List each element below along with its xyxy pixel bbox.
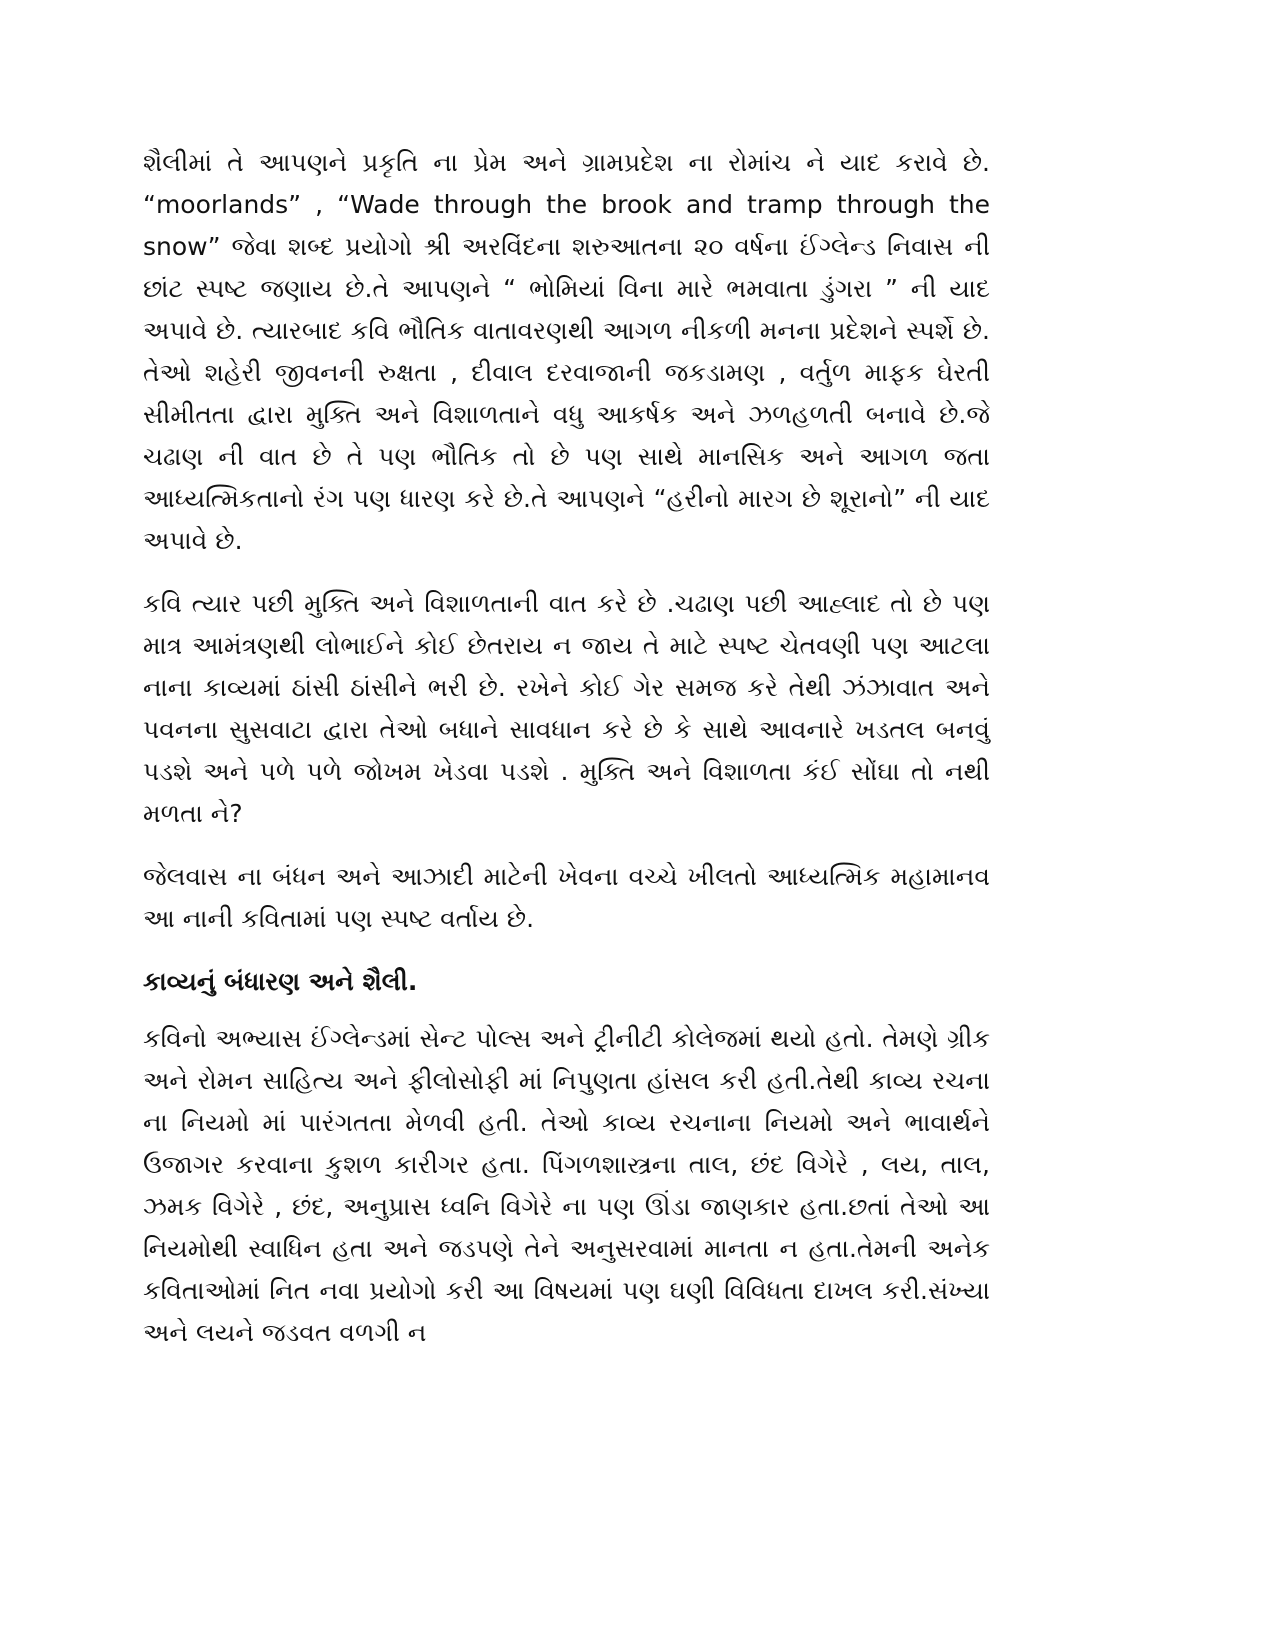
paragraph-freedom-warning: કવિ ત્યાર પછી મુક્તિ અને વિશાળતાની વાત કરે છે .ચઢાણ પછી આહ્લાદ તો છે પણ માત્ર આમંત્રણથી લોભાઈને કોઈ છેતરાય ન જાય તે માટે સ્પષ્ટ ચેતવણી પણ આટલા નાના કાવ્યમાં ઠાંસી ઠાંસીને ભરી છે. રખેને કોઈ ગેર સમજ કરે તેથી ઝંઝાવાત અને પવનના સુસવાટા દ્વારા તેઓ બધાને સાવધાન કરે છે કે સાથે આવનારે ખડતલ બનવું પડશે અને પળે પળે જોખમ ખેડવા પડશે . મુક્તિ અને વિશાળતા કંઈ સોંઘા તો નથી મળતા ને? (143, 589, 990, 828)
section-heading: કાવ્યનું બંધારણ અને શૈલી. (143, 967, 418, 996)
paragraph-spiritual-superman: જેલવાસ ના બંધન અને આઝાદી માટેની ખેવના વચ્ચે ખીલતો આધ્યત્મિક મહામાનવ આ નાની કવિતામાં પણ સ્પષ્ટ વર્તાય છે. (143, 862, 990, 933)
paragraph-style-nature: શૈલીમાં તે આપણને પ્રકૃતિ ના પ્રેમ અને ગ્રામપ્રદેશ ના રોમાંચ ને યાદ કરાવે છે. “moorlands” , “Wade through the brook and tramp through the snow” જેવા શબ્દ પ્રયોગો શ્રી અરવિંદના શરુઆતના ૨૦ વર્ષના ઈંગ્લેન્ડ નિવાસ ની છાંટ સ્પષ્ટ જણાય છે.તે આપણને “ ભોમિયાં વિના મારે ભમવાતા ડુંગરા ” ની યાદ અપાવે છે. ત્યારબાદ કવિ ભૌતિક વાતાવરણથી આગળ નીકળી મનના પ્રદેશને સ્પર્શે છે. તેઓ શહેરી જીવનની રુક્ષતા , દીવાલ દરવાજાની જકડામણ , વર્તુળ માફક ઘેરતી સીમીતતા દ્વારા મુક્તિ અને વિશાળતાને વધુ આકર્ષક અને ઝળહળતી બનાવે છે.જે ચઢાણ ની વાત છે તે પણ ભૌતિક તો છે પણ સાથે માનસિક અને આગળ જતા આધ્યત્મિકતાનો રંગ પણ ધારણ કરે છે.તે આપણને “હરીનો મારગ છે શૂરાનો” ની યાદ અપાવે છે. (143, 148, 990, 555)
document-page (143, 142, 990, 1375)
paragraph-poet-education: કવિનો અભ્યાસ ઈંગ્લેન્ડમાં સેન્ટ પોલ્સ અને ટ્રીનીટી કોલેજમાં થયો હતો. તેમણે ગ્રીક અને રોમન સાહિત્ય અને ફીલોસોફી માં નિપુણતા હાંસલ કરી હતી.તેથી કાવ્ય રચના ના નિયમો માં પારંગતતા મેળવી હતી. તેઓ કાવ્ય રચનાના નિયમો અને ભાવાર્થને ઉજાગર કરવાના કુશળ કારીગર હતા. પિંગળશાસ્ત્રના તાલ, છંદ વિગેરે , લય, તાલ, ઝમક વિગેરે , છંદ, અનુપ્રાસ ધ્વનિ વિગેરે ના પણ ઊંડા જાણકાર હતા.છતાં તેઓ આ નિયમોથી સ્વાધિન હતા અને જડપણે તેને અનુસરવામાં માનતા ન હતા.તેમની અનેક કવિતાઓમાં નિત નવા પ્રયોગો કરી આ વિષયમાં પણ ઘણી વિવિધતા દાખલ કરી.સંખ્યા અને લયને જડવત વળગી ન (143, 1024, 990, 1347)
